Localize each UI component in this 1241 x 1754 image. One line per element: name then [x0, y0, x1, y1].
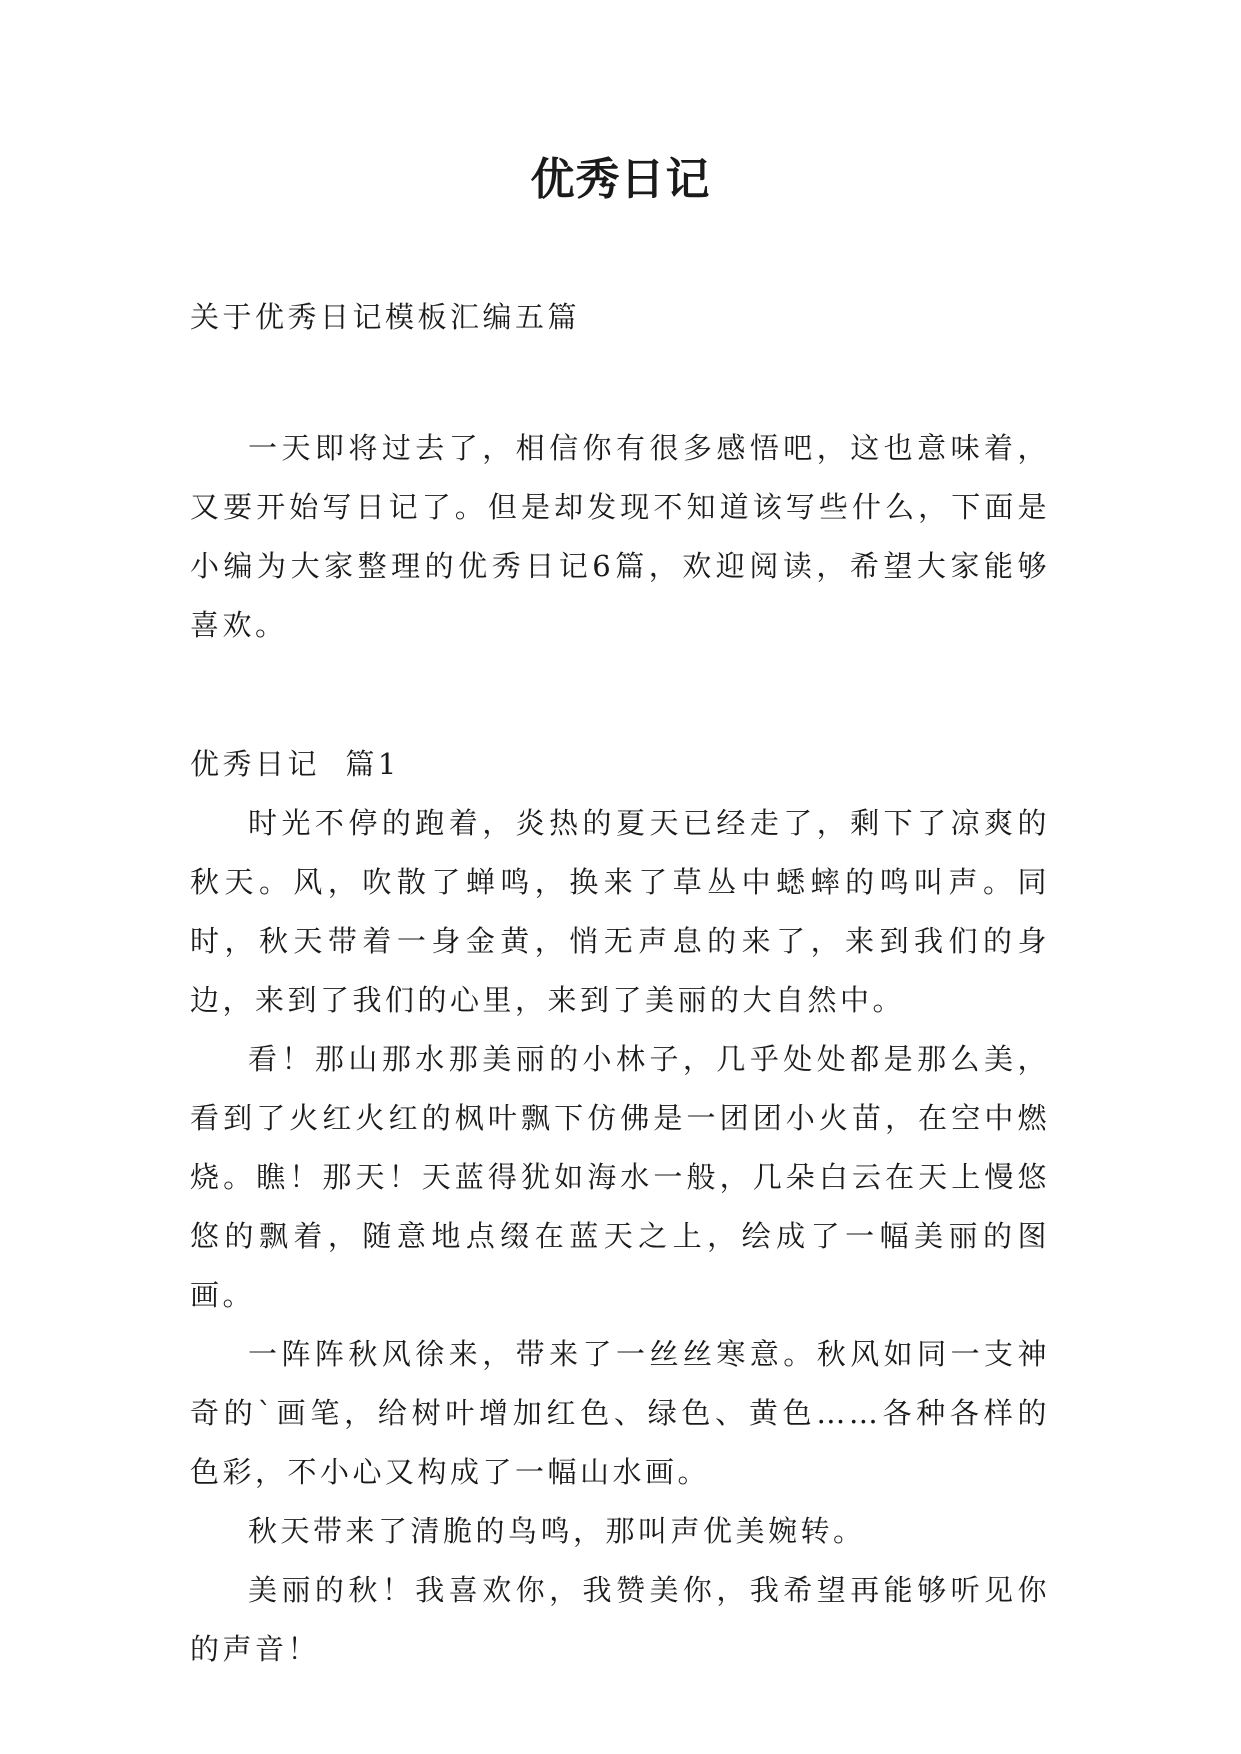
section-paragraph: 时光不停的跑着，炎热的夏天已经走了，剩下了凉爽的秋天。风，吹散了蝉鸣，换来了草丛中蟋蟀的鸣叫声。同时，秋天带着一身金黄，悄无声息的来了，来到我们的身边，来到了我们的心里，来到了美丽的大自然中。: [190, 806, 1050, 1017]
intro-paragraph: 一天即将过去了，相信你有很多感悟吧，这也意味着，又要开始写日记了。但是却发现不知道该写些什么，下面是小编为大家整理的优秀日记6篇，欢迎阅读，希望大家能够喜欢。: [190, 431, 1050, 642]
spacer: [190, 655, 1050, 735]
document-body: [190, 288, 1050, 1679]
section-paragraph: 美丽的秋！我喜欢你，我赞美你，我希望再能够听见你的声音！: [190, 1573, 1050, 1666]
spacer: [190, 347, 1050, 419]
section-paragraph: 看！那山那水那美丽的小林子，几乎处处都是那么美，看到了火红火红的枫叶飘下仿佛是一团团小火苗，在空中燃烧。瞧！那天！天蓝得犹如海水一般，几朵白云在天上慢悠悠的飘着，随意地点缀在蓝天之上，绘成了一幅美丽的图画。: [190, 1042, 1050, 1312]
section-paragraph: 秋天带来了清脆的鸟鸣，那叫声优美婉转。: [248, 1514, 866, 1548]
document-subtitle: 关于优秀日记模板汇编五篇: [190, 300, 581, 334]
section-heading: 优秀日记 篇1: [190, 747, 400, 781]
section-paragraph: 一阵阵秋风徐来，带来了一丝丝寒意。秋风如同一支神奇的`画笔，给树叶增加红色、绿色、黄色……各种各样的色彩，不小心又构成了一幅山水画。: [190, 1337, 1050, 1489]
document-title: 优秀日记: [530, 154, 711, 205]
